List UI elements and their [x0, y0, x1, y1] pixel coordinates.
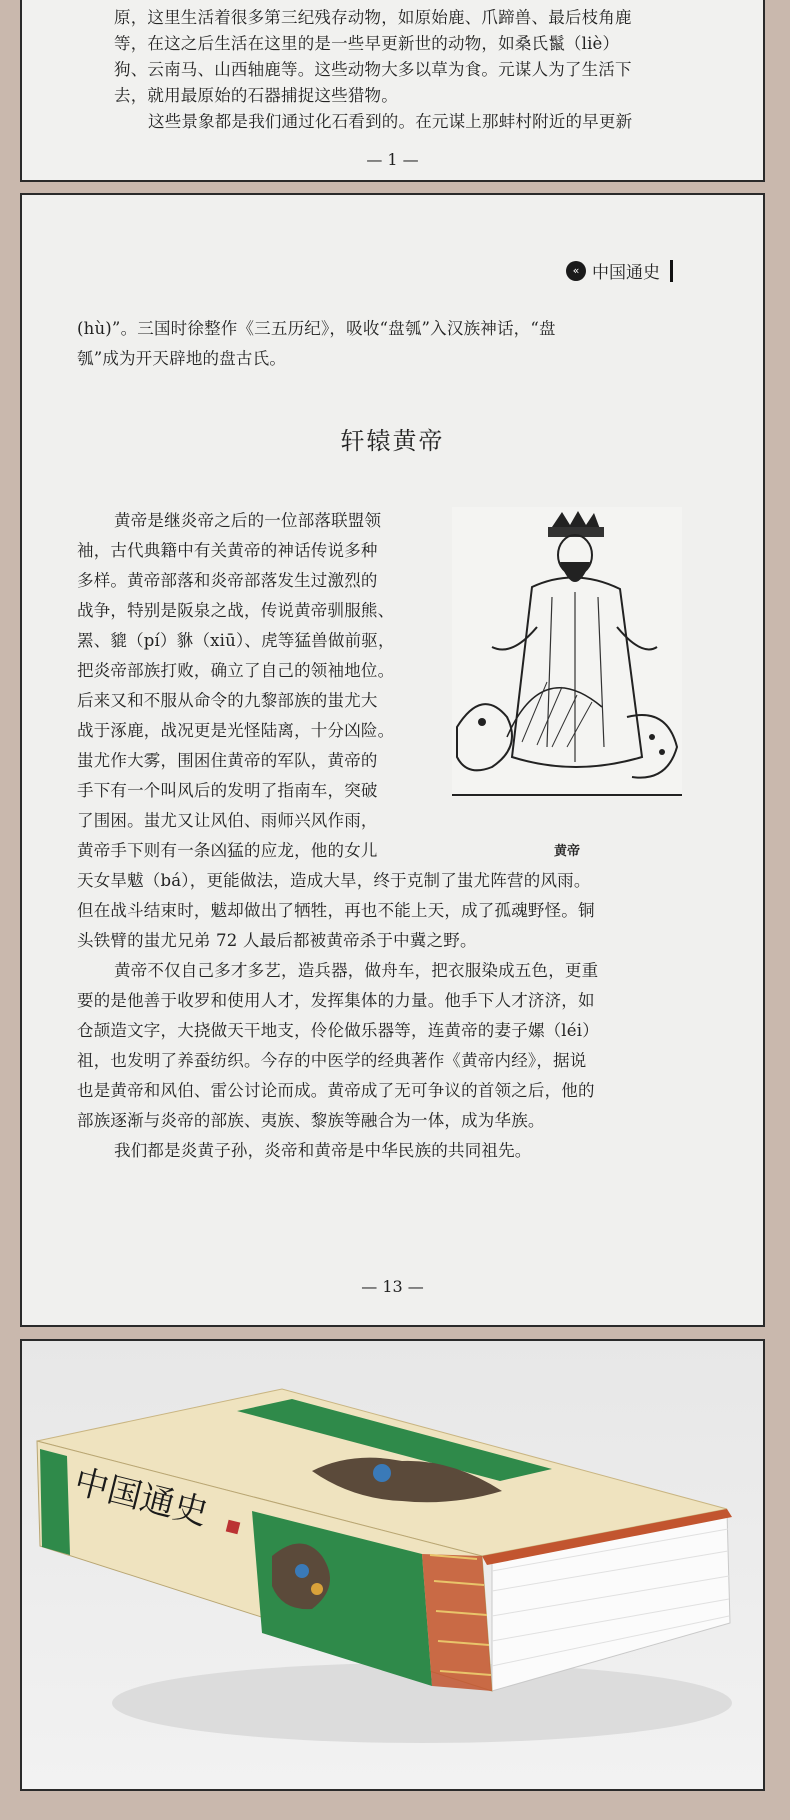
svg-text:中国通史: 中国通史 — [70, 1461, 212, 1534]
text-line: 多样。黄帝部落和炎帝部落发生过激烈的 — [77, 571, 378, 590]
text-line: 袖，古代典籍中有关黄帝的神话传说多种 — [77, 541, 378, 560]
header-bar — [670, 260, 673, 282]
text-line: 也是黄帝和风伯、雷公讨论而成。黄帝成了无可争议的首领之后，他的 — [77, 1081, 595, 1100]
page-number: — 1 — — [366, 150, 419, 169]
page-number: — 13 — — [361, 1277, 424, 1296]
text-line: 我们都是炎黄子孙，炎帝和黄帝是中华民族的共同祖先。 — [114, 1141, 532, 1160]
text-line: 战于涿鹿，战况更是光怪陆离，十分凶险。 — [77, 721, 395, 740]
text-line: 罴、貔（pí）貅（xiū）、虎等猛兽做前驱， — [77, 631, 395, 650]
section-title: 轩辕黄帝 — [340, 427, 445, 455]
text-line: 仓颉造文字，大挠做天干地支，伶伦做乐器等，连黄帝的妻子嫘（léi） — [77, 1021, 599, 1040]
text-line: 蚩尤作大雾，围困住黄帝的军队，黄帝的 — [77, 751, 378, 770]
text-line: 头铁臂的蚩尤兄弟 72 人最后都被黄帝杀于中冀之野。 — [77, 931, 477, 950]
figure-caption: 黄帝 — [553, 844, 580, 859]
text-line: 要的是他善于收罗和使用人才，发挥集体的力量。他手下人才济济，如 — [77, 991, 595, 1010]
text-line: 黄帝手下则有一条凶猛的应龙，他的女儿 — [77, 841, 378, 860]
text-line: 这些景象都是我们通过化石看到的。在元谋上那蚌村附近的早更新 — [148, 112, 633, 131]
text-line: 祖，也发明了养蚕纺织。今存的中医学的经典著作《黄帝内经》，据说 — [77, 1051, 587, 1070]
book-photo-panel — [20, 1339, 765, 1791]
page-1-panel — [20, 0, 765, 182]
header-title: 中国通史 — [592, 263, 660, 283]
text-line: 天女旱魃（bá），更能做法，造成大旱，终于克制了蚩尤阵营的风雨。 — [77, 871, 591, 890]
chevron-left-icon: « — [566, 261, 586, 281]
text-line: 等，在这之后生活在这里的是一些早更新世的动物，如桑氏鬣（liè） — [114, 34, 620, 53]
text-line: 原，这里生活着很多第三纪残存动物，如原始鹿、爪蹄兽、最后枝角鹿 — [114, 8, 632, 27]
text-line: 黄帝是继炎帝之后的一位部落联盟领 — [114, 511, 382, 530]
text-line: 战争，特别是阪泉之战，传说黄帝驯服熊、 — [77, 601, 395, 620]
text-line: 黄帝不仅自己多才多艺，造兵器，做舟车，把衣服染成五色，更重 — [114, 961, 599, 980]
text-line: 狗、云南马、山西轴鹿等。这些动物大多以草为食。元谋人为了生活下 — [114, 60, 632, 79]
book-photo — [22, 1341, 765, 1791]
text-line: 把炎帝部族打败，确立了自己的领袖地位。 — [77, 661, 395, 680]
text-line: 了围困。蚩尤又让风伯、雨师兴风作雨， — [77, 811, 378, 830]
text-line: 部族逐渐与炎帝的部族、夷族、黎族等融合为一体，成为华族。 — [77, 1111, 545, 1130]
running-header — [566, 258, 673, 283]
text-line: 后来又和不服从命令的九黎部族的蚩尤大 — [77, 691, 378, 710]
text-line: 去，就用最原始的石器捕捉这些猎物。 — [114, 86, 398, 105]
text-line: (hù)”。三国时徐整作《三五历纪》，吸收“盘瓠”入汉族神话，“盘 — [77, 319, 556, 338]
page-13-panel — [20, 193, 765, 1327]
huangdi-illustration — [452, 507, 682, 797]
text-line: 但在战斗结束时，魃却做出了牺牲，再也不能上天，成了孤魂野怪。铜 — [77, 901, 595, 920]
text-line: 瓠”成为开天辟地的盘古氏。 — [77, 349, 287, 368]
text-line: 手下有一个叫风后的发明了指南车，突破 — [77, 781, 378, 800]
